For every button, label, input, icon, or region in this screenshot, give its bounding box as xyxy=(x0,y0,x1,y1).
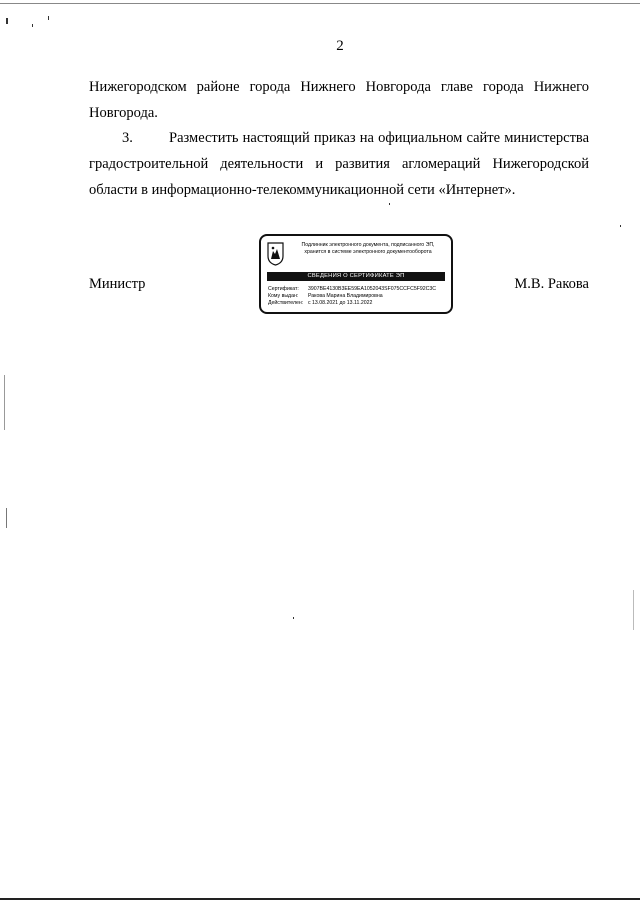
issued-to-row xyxy=(268,293,448,300)
scan-speck xyxy=(48,16,49,20)
scan-top-edge xyxy=(0,3,640,4)
issued-to-value: Ракова Марина Владимировна xyxy=(308,293,383,299)
stamp-details xyxy=(268,286,448,307)
paragraph-item-3 xyxy=(89,125,589,203)
scan-edge-line xyxy=(633,590,634,630)
scan-edge-line xyxy=(4,375,5,430)
scan-speck xyxy=(293,617,294,619)
paragraph-continuation: Нижегородском районе города Нижнего Новгорода главе города Нижнего Новгорода. xyxy=(89,79,589,121)
stamp-banner: СВЕДЕНИЯ О СЕРТИФИКАТЕ ЭП xyxy=(267,272,445,281)
scan-speck xyxy=(6,18,8,24)
scan-speck xyxy=(32,24,33,27)
issued-to-label: Кому выдан: xyxy=(268,293,299,299)
item-number: 3. xyxy=(122,130,133,146)
coat-of-arms-icon xyxy=(267,242,284,266)
stamp-header-line-1: Подлинник электронного документа, подписанного ЭП, xyxy=(301,242,435,248)
stamp-header xyxy=(287,242,449,256)
scan-speck xyxy=(389,203,390,205)
electronic-signature-stamp xyxy=(259,234,453,314)
certificate-label: Сертификат: xyxy=(268,286,299,292)
certificate-row xyxy=(268,286,448,293)
signer-title: Министр xyxy=(89,276,146,292)
signer-name: М.В. Ракова xyxy=(514,276,589,292)
certificate-value: 3907BE4130B3EE59EA1052043SF075CCFC5F92C3C xyxy=(308,286,437,292)
stamp-header-line-2: хранится в системе электронного документооборота xyxy=(304,249,432,255)
valid-row xyxy=(268,300,448,307)
valid-label: Действителен: xyxy=(268,300,304,306)
scan-bottom-edge xyxy=(0,898,640,900)
valid-value: с 13.08.2021 до 13.11.2022 xyxy=(308,300,373,306)
scan-edge-line xyxy=(6,508,7,528)
item-text: Разместить настоящий приказ на официальном сайте министерства градостроительной деятельности и развития агломераций Нижегородской области в информационно-телекоммуникационной сети «Интернет». xyxy=(89,130,589,198)
page-number: 2 xyxy=(336,38,344,54)
scan-speck xyxy=(620,225,621,227)
